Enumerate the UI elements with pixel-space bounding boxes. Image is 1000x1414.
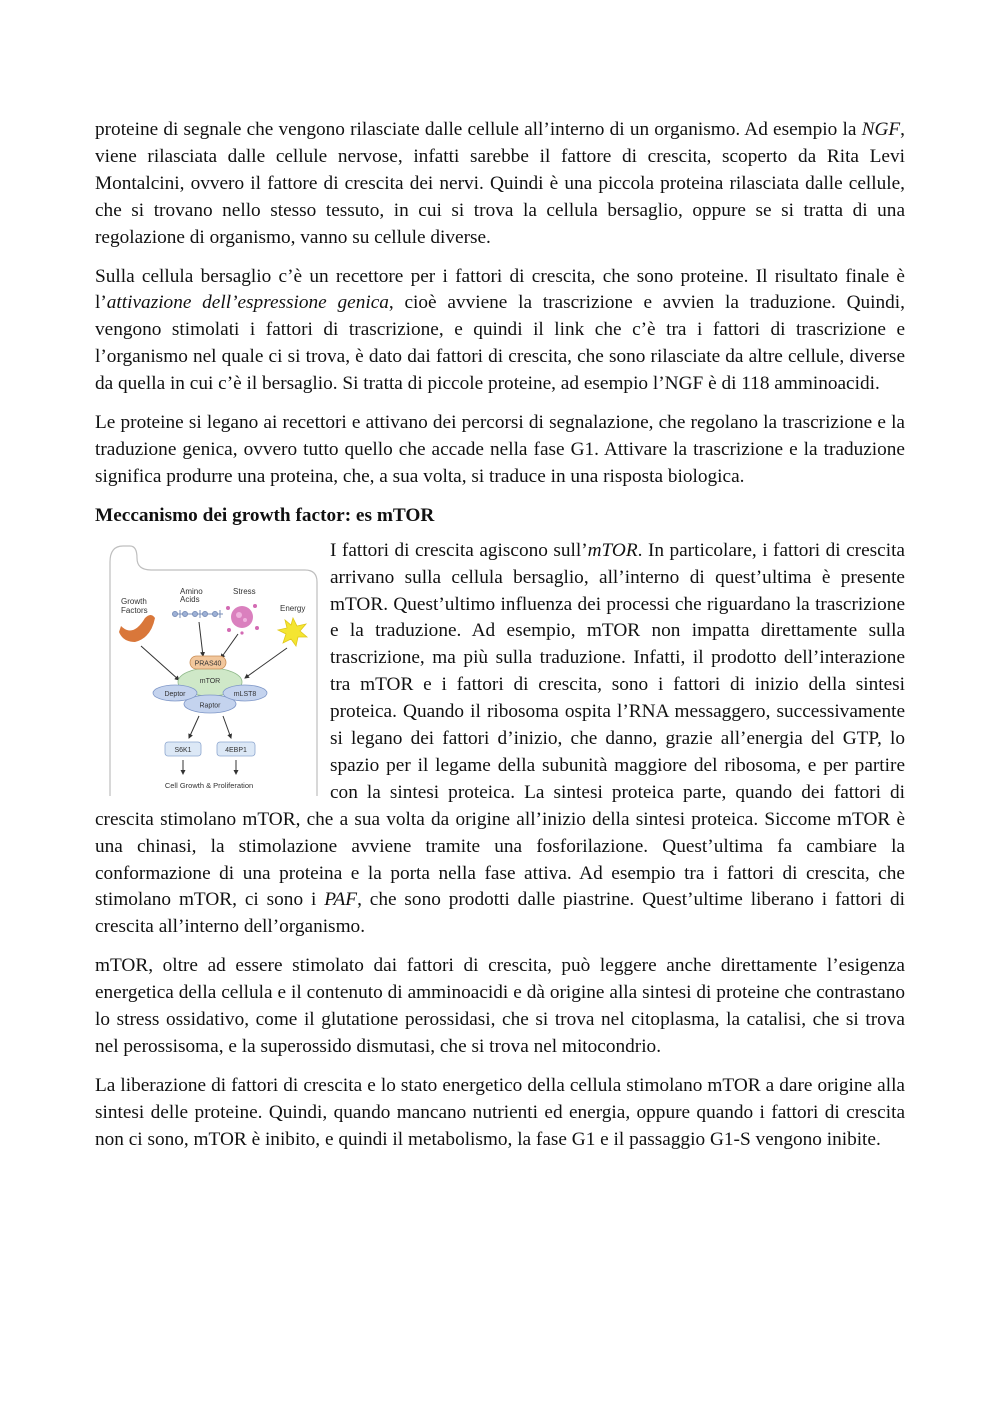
emphasis-paf: PAF (324, 889, 358, 911)
amino-acid-chain-icon (173, 610, 224, 618)
paragraph-5: mTOR, oltre ad essere stimolato dai fattori di crescita, può leggere anche direttamente l’esigenza energetica della cellula e il contenuto di amminoacidi e dà origine alla sintesi di proteine che contrastano lo stress ossidativo, come il glutatione perossidasi, che si trova nel citoplasma, la catalisi, che si trova nel perossisoma, e la superossido dismutasi, che si trova nel mitocondrio. (95, 955, 905, 1057)
emphasis-ngf: NGF (861, 119, 901, 140)
arrow-stress (221, 634, 238, 658)
emphasis-gene-expression: attivazione dell’espressione genica (106, 292, 389, 314)
paragraph-6: La liberazione di fattori di crescita e lo stato energetico della cellula stimolano mTOR a dare origine alla sintesi delle proteine. Quindi, quando mancano nutrienti ed energia, oppure quando i fattori di crescita non ci sono, mTOR è inibito, e quindi il metabolismo, la fase G1 e il passaggio G1-S vengono inibite. (95, 1074, 905, 1150)
stress-icon (226, 604, 259, 635)
section-heading: Meccanismo dei growth factor: es mTOR (95, 504, 435, 526)
paragraph-3: Le proteine si legano ai recettori e attivano dei percorsi di segnalazione, che regolano la trascrizione e la traduzione genica, ovvero tutto quello che accade nella fase G1. Attivare la trascrizione e la traduzione significa produrre una proteina, che, a sua volta, si traduce in una risposta biologica. (95, 412, 905, 487)
text-run: Sulla cellula bersaglio c’è un recettore per i fattori di crescita, che sono proteine. Il risultato finale è l’ (95, 265, 905, 314)
arrow-growth-factors (141, 646, 179, 680)
label-raptor: Raptor (199, 702, 221, 710)
label-amino: Amino (180, 586, 203, 596)
label-mlst8: mLST8 (233, 690, 257, 698)
mtor-diagram (95, 538, 320, 800)
paragraph-1 (95, 117, 905, 252)
paragraph-2 (95, 264, 905, 399)
text-run: , cioè avviene la trascrizione e avvien la traduzione. Quindi, vengono stimolati i fattori di trascrizione, e quindi il link che c’è tra i fattori di trascrizione e l’organismo nel quale ci si trova, è dato dai fattori di crescita, che sono rilasciate da altre cellule, diverse da quella in cui c’è il bersaglio. Si tratta di piccole proteine, ad esempio l’NGF è di 118 amminoacidi. (95, 292, 905, 395)
arrow-to-4ebp1 (223, 716, 231, 738)
label-deptor: Deptor (164, 690, 186, 698)
label-growth: Growth (121, 596, 147, 606)
label-cell-growth: Cell Growth & Proliferation (164, 780, 254, 790)
energy-icon (278, 618, 307, 646)
label-4ebp1: 4EBP1 (225, 746, 247, 754)
emphasis-mtor: mTOR (587, 539, 638, 561)
text-run: proteine di segnale che vengono rilasciate dalle cellule all’interno di un organismo. Ad esempio la (95, 119, 862, 140)
text-run: I fattori di crescita agiscono sull’ (330, 539, 588, 561)
arrow-to-s6k1 (189, 716, 199, 738)
label-pras40: PRAS40 (194, 660, 222, 668)
label-factors: Factors (121, 605, 148, 615)
text-run: , viene rilasciata dalle cellule nervose, infatti sarebbe il fattore di crescita, scoperto da Rita Levi Montalcini, ovvero il fattore di crescita dei nervi. Quindi è una piccola proteina rilasciata dalle cellule, che si trovano nello stesso tessuto, in cui si trova la cellula bersaglio, oppure se si tratta di una regolazione di organismo, vanno su cellule diverse. (95, 119, 905, 248)
arrow-energy (245, 648, 287, 678)
label-acids: Acids (180, 594, 200, 604)
mtor-diagram-figure (95, 538, 320, 800)
label-stress: Stress (233, 586, 256, 596)
growth-factor-icon (119, 615, 155, 642)
label-energy: Energy (280, 603, 306, 613)
text-run: , che sono prodotti dalle piastrine. Quest’ultime liberano i fattori di crescita all’interno dell’organismo. (95, 889, 905, 938)
arrow-amino-acids (199, 622, 203, 656)
text-run: . In particolare, i fattori di crescita arrivano sulla cellula bersaglio, all’interno di quest’ultima è presente mTOR. Quest’ultimo influenza dei processi che riguardano la trascrizione e la traduzione. Ad esempio, mTOR non impatta direttamente sulla trascrizione, ma più sulla traduzione. Infatti, il prodotto dell’interazione tra mTOR e i fattori di crescita, sono i fattori di inizio della sintesi proteica. Quando il ribosoma ospita l’RNA messaggero, successivamente si legano dei fattori d’inizio, che danno, grazie all’energia del GTP, lo spazio per il legame della subunità maggiore del ribosoma, e per partire con la sintesi proteica. La sintesi proteica parte, quando dei fattori di crescita stimolano mTOR, che a sua volta da origine all’inizio della sintesi proteica. Siccome mTOR è una chinasi, la stimolazione avviene tramite una fosforilazione. Quest’ultima fa cambiare la conformazione di una proteina e la porta nella fase attiva. Ad esempio tra i fattori di crescita, che stimolano mTOR, ci sono i (95, 539, 905, 911)
label-mtor: mTOR (199, 677, 221, 685)
document-body (95, 117, 905, 1166)
label-s6k1: S6K1 (174, 746, 192, 754)
